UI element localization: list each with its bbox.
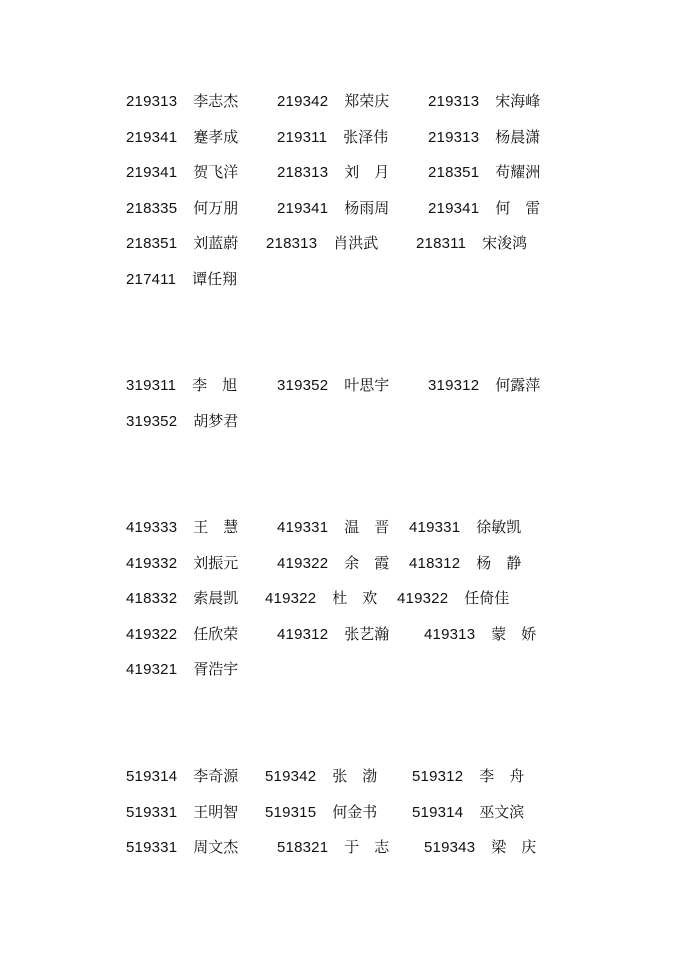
record-entry <box>126 516 238 537</box>
record-name: 郑荣庆 <box>344 92 390 110</box>
record-id: 419333 <box>126 519 178 536</box>
record-id: 519331 <box>126 839 178 856</box>
record-id: 519331 <box>126 803 178 821</box>
record-name: 李奇源 <box>193 767 239 785</box>
record-name: 何 雷 <box>495 198 541 217</box>
record-line <box>0 197 679 233</box>
record-id: 319312 <box>428 377 480 394</box>
record-id: 219341 <box>126 128 178 146</box>
record-name: 宋浚鸿 <box>482 234 528 252</box>
record-line <box>0 801 679 837</box>
record-entry <box>126 765 238 786</box>
record-entry <box>416 232 527 253</box>
record-id: 519343 <box>424 839 476 856</box>
record-entry <box>126 268 237 289</box>
record-line <box>0 623 679 659</box>
record-entry <box>412 801 524 822</box>
record-entry <box>428 90 540 111</box>
record-id: 218313 <box>266 235 318 252</box>
record-name: 李 舟 <box>479 767 525 785</box>
record-name: 何金书 <box>332 802 378 821</box>
record-id: 419322 <box>277 554 329 572</box>
record-id: 419322 <box>126 625 178 643</box>
record-id: 218313 <box>277 164 329 181</box>
record-name: 周文杰 <box>193 838 239 856</box>
record-name: 李 旭 <box>192 376 238 394</box>
record-entry <box>126 658 238 679</box>
record-id: 419322 <box>397 590 449 607</box>
record-name: 叶思宇 <box>344 376 390 394</box>
record-id: 518321 <box>277 839 329 856</box>
record-entry <box>126 374 237 395</box>
record-id: 418312 <box>409 554 461 572</box>
record-name: 蹇孝成 <box>193 127 239 146</box>
record-entry <box>424 836 536 857</box>
record-line <box>0 658 679 694</box>
record-entry <box>428 374 540 395</box>
record-id: 419331 <box>277 519 329 536</box>
record-name: 苟耀洲 <box>495 163 541 181</box>
record-name: 杨雨周 <box>344 198 390 217</box>
record-entry <box>126 161 238 182</box>
record-entry <box>428 197 540 218</box>
record-name: 梁 庆 <box>491 838 537 856</box>
record-name: 肖洪武 <box>333 234 379 252</box>
record-name: 张泽伟 <box>343 127 389 146</box>
record-id: 219311 <box>277 128 328 146</box>
record-entry <box>126 232 238 253</box>
record-line <box>0 161 679 197</box>
record-id: 218335 <box>126 199 178 217</box>
record-line <box>0 516 679 552</box>
record-id: 217411 <box>126 270 177 288</box>
record-entry <box>266 232 378 253</box>
record-id: 319352 <box>277 377 329 394</box>
record-entry <box>409 552 521 573</box>
record-id: 219313 <box>126 93 178 110</box>
record-entry <box>265 587 377 608</box>
record-entry <box>277 197 389 218</box>
record-name: 余 霞 <box>344 553 390 572</box>
record-id: 519314 <box>126 768 178 785</box>
record-line <box>0 90 679 126</box>
record-id: 519342 <box>265 768 317 785</box>
record-entry <box>428 126 540 147</box>
record-entry <box>397 587 509 608</box>
record-line <box>0 374 679 410</box>
record-id: 219342 <box>277 93 329 110</box>
record-entry <box>277 90 389 111</box>
record-name: 温 晋 <box>344 518 390 536</box>
record-id: 419321 <box>126 661 178 678</box>
group-1 <box>0 90 679 303</box>
record-id: 219341 <box>428 199 480 217</box>
record-id: 219341 <box>126 164 178 181</box>
record-name: 任欣荣 <box>193 624 239 643</box>
record-entry <box>409 516 521 537</box>
group-3 <box>0 516 679 694</box>
record-name: 杨晨潇 <box>495 127 541 146</box>
group-2 <box>0 374 679 445</box>
record-name: 李志杰 <box>193 92 239 110</box>
group-4 <box>0 765 679 872</box>
record-name: 张艺瀚 <box>344 624 390 643</box>
record-entry <box>126 552 238 573</box>
record-name: 索晨凯 <box>193 589 239 607</box>
record-line <box>0 268 679 304</box>
record-id: 519315 <box>265 803 317 821</box>
record-entry <box>126 587 238 608</box>
record-id: 218351 <box>428 164 480 181</box>
record-entry <box>428 161 540 182</box>
record-entry <box>424 623 536 644</box>
record-name: 杜 欢 <box>332 589 378 607</box>
record-entry <box>412 765 524 786</box>
record-entry <box>277 552 389 573</box>
record-id: 219313 <box>428 128 480 146</box>
record-entry <box>126 126 238 147</box>
record-line <box>0 232 679 268</box>
record-name: 任倚佳 <box>464 589 510 607</box>
record-name: 胥浩宇 <box>193 660 239 678</box>
record-entry <box>126 410 238 431</box>
record-name: 徐敏凯 <box>476 518 522 536</box>
record-name: 刘振元 <box>193 553 239 572</box>
record-entry <box>126 623 238 644</box>
record-entry <box>277 161 389 182</box>
record-entry <box>277 374 389 395</box>
record-line <box>0 552 679 588</box>
record-id: 419332 <box>126 554 178 572</box>
record-id: 419331 <box>409 519 461 536</box>
record-id: 519314 <box>412 803 464 821</box>
record-line <box>0 126 679 162</box>
record-entry <box>265 765 377 786</box>
record-id: 419312 <box>277 625 329 643</box>
record-name: 谭任翔 <box>192 269 238 288</box>
record-entry <box>126 197 238 218</box>
record-name: 于 志 <box>344 838 390 856</box>
record-name: 张 渤 <box>332 767 378 785</box>
record-id: 519312 <box>412 768 464 785</box>
record-name: 何露萍 <box>495 376 541 394</box>
record-name: 王 慧 <box>193 518 239 536</box>
record-name: 何万朋 <box>193 198 239 217</box>
record-line <box>0 836 679 872</box>
record-entry <box>277 516 389 537</box>
record-name: 宋海峰 <box>495 92 541 110</box>
record-name: 刘 月 <box>344 163 390 181</box>
record-id: 319352 <box>126 412 178 430</box>
record-id: 319311 <box>126 377 177 394</box>
record-name: 刘蓝蔚 <box>193 234 239 252</box>
record-entry <box>277 126 388 147</box>
record-name: 王明智 <box>193 802 239 821</box>
record-line <box>0 587 679 623</box>
record-id: 219313 <box>428 93 480 110</box>
record-entry <box>126 90 238 111</box>
record-entry <box>277 836 389 857</box>
record-name: 蒙 娇 <box>491 624 537 643</box>
record-name: 巫文滨 <box>479 802 525 821</box>
record-id: 419313 <box>424 625 476 643</box>
record-entry <box>126 801 238 822</box>
record-entry <box>265 801 377 822</box>
record-name: 贺飞洋 <box>193 163 239 181</box>
record-id: 419322 <box>265 590 317 607</box>
record-id: 218351 <box>126 235 178 252</box>
record-id: 219341 <box>277 199 329 217</box>
record-name: 杨 静 <box>476 553 522 572</box>
record-entry <box>126 836 238 857</box>
record-entry <box>277 623 389 644</box>
record-id: 218311 <box>416 235 467 252</box>
record-line <box>0 765 679 801</box>
record-line <box>0 410 679 446</box>
record-id: 418332 <box>126 590 178 607</box>
record-name: 胡梦君 <box>193 411 239 430</box>
